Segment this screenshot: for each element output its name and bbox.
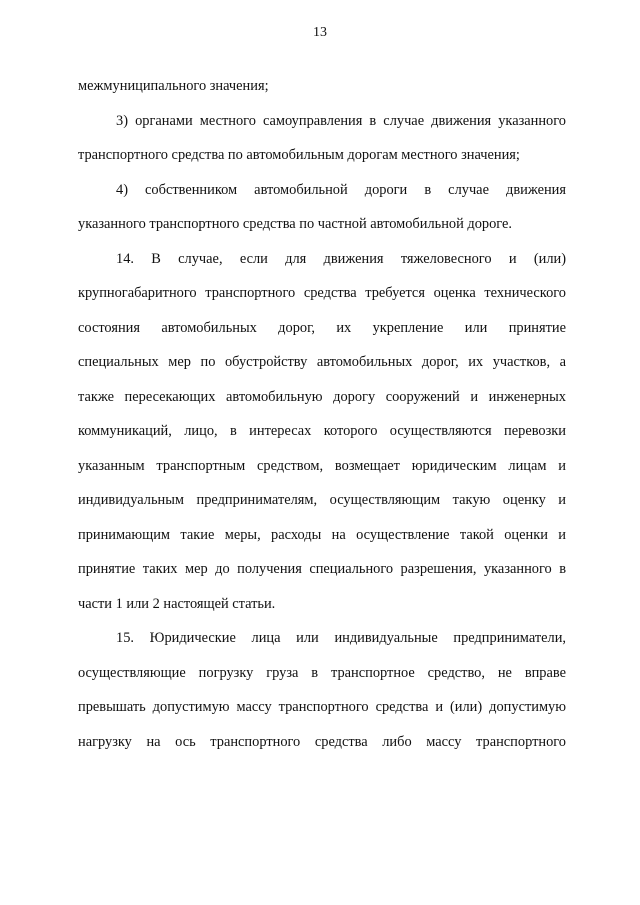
text-line: транспортного средства по автомобильным дорогам местного значения;	[78, 147, 520, 163]
text-line: 15. Юридические лица или индивидуальные предприниматели,	[116, 630, 566, 646]
text-line: крупногабаритного транспортного средства требуется оценка технического	[78, 285, 566, 301]
text-line: состояния автомобильных дорог, их укрепление или принятие	[78, 320, 566, 336]
page-number: 13	[313, 25, 327, 40]
text-line: 4) собственником автомобильной дороги в случае движения	[116, 182, 566, 198]
text-line: превышать допустимую массу транспортного средства и (или) допустимую	[78, 699, 566, 715]
text-line: межмуниципального значения;	[78, 78, 269, 94]
text-line: части 1 или 2 настоящей статьи.	[78, 596, 276, 612]
text-line: осуществляющие погрузку груза в транспортное средство, не вправе	[78, 665, 566, 681]
text-line: коммуникаций, лицо, в интересах которого осуществляются перевозки	[78, 423, 566, 439]
text-line: принимающим такие меры, расходы на осуществление такой оценки и	[78, 527, 566, 543]
text-line: специальных мер по обустройству автомобильных дорог, их участков, а	[78, 354, 566, 370]
text-line: индивидуальным предпринимателям, осуществляющим такую оценку и	[78, 492, 566, 508]
text-line: указанным транспортным средством, возмещает юридическим лицам и	[78, 458, 566, 474]
text-line: указанного транспортного средства по частной автомобильной дороге.	[78, 216, 512, 232]
text-line: принятие таких мер до получения специального разрешения, указанного в	[78, 561, 566, 577]
text-line: 3) органами местного самоуправления в случае движения указанного	[116, 113, 566, 129]
text-line: также пересекающих автомобильную дорогу сооружений и инженерных	[78, 389, 566, 405]
text-line: 14. В случае, если для движения тяжеловесного и (или)	[116, 251, 566, 267]
text-line: нагрузку на ось транспортного средства либо массу транспортного	[78, 734, 566, 750]
